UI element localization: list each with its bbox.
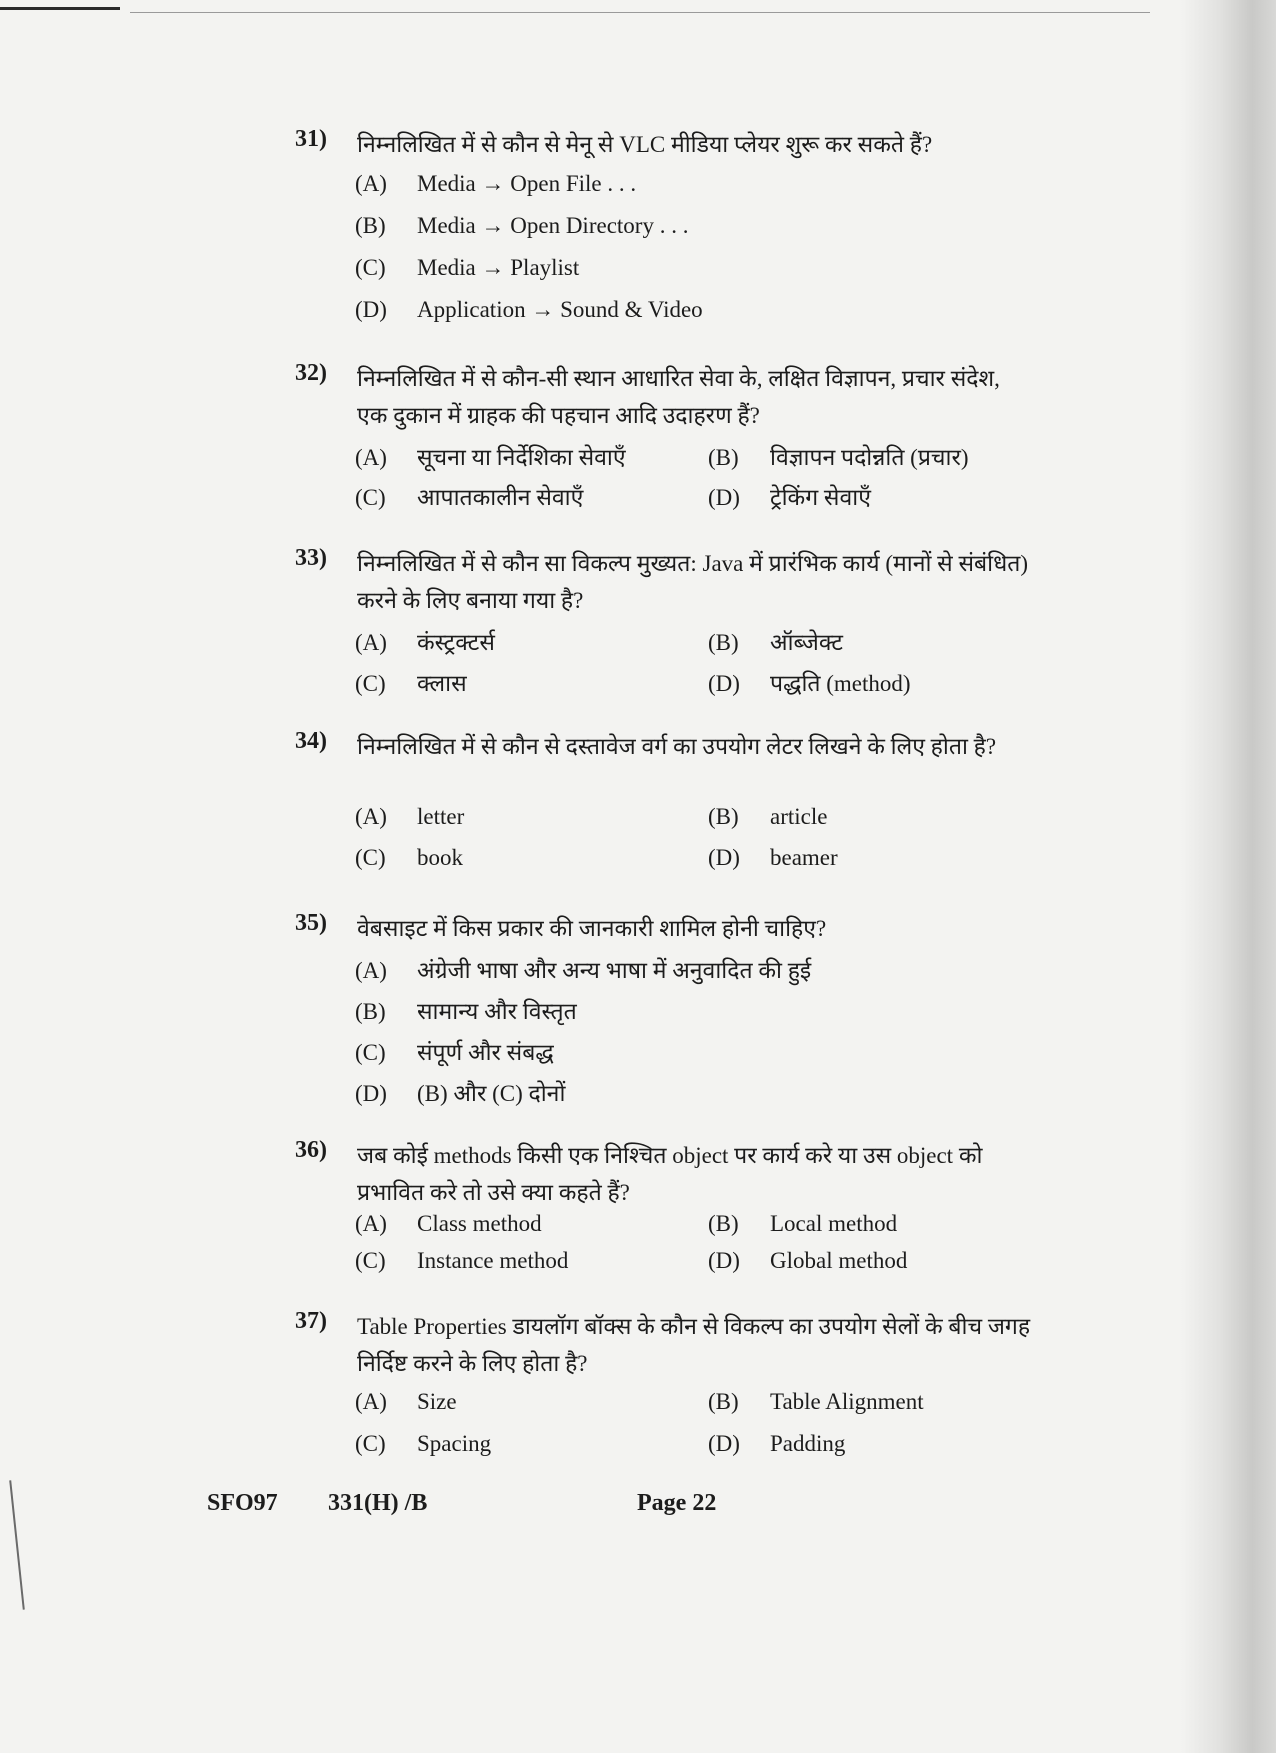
option-b: (B) article: [708, 804, 828, 829]
option-c: (C) book: [355, 845, 463, 870]
question-33: [295, 545, 1035, 619]
question-number: 36): [295, 1137, 327, 1163]
option-c: (C) आपातकालीन सेवाएँ: [355, 485, 584, 510]
top-line: [130, 12, 1150, 13]
option-d: (D) Global method: [708, 1248, 908, 1273]
question-text: निम्नलिखित में से कौन सा विकल्प मुख्यत: Java में प्रारंभिक कार्य (मानों से संबंधित) करने के लिए बनाया गया है?: [357, 551, 1029, 613]
question-32: [295, 360, 1035, 434]
option-b: (B) Media → Open Directory . . .: [355, 213, 689, 238]
option-b: (B) विज्ञापन पदोन्नति (प्रचार): [708, 445, 969, 470]
question-text: निम्नलिखित में से कौन-सी स्थान आधारित सेवा के, लक्षित विज्ञापन, प्रचार संदेश, एक दुकान में ग्राहक की पहचान आदि उदाहरण हैं?: [357, 366, 1000, 428]
option-d: (D) Application → Sound & Video: [355, 297, 703, 322]
question-number: 34): [295, 728, 327, 754]
option-a: (A) Size: [355, 1389, 457, 1414]
option-d: (D) Padding: [708, 1431, 846, 1456]
question-number: 37): [295, 1308, 327, 1334]
question-text: निम्नलिखित में से कौन से दस्तावेज वर्ग का उपयोग लेटर लिखने के लिए होता है?: [357, 734, 997, 759]
option-d: (D) पद्धति (method): [708, 671, 911, 696]
option-c: (C) Spacing: [355, 1431, 492, 1456]
page-edge-shadow: [1181, 0, 1276, 1753]
question-text: Table Properties डायलॉग बॉक्स के कौन से विकल्प का उपयोग सेलों के बीच जगह निर्दिष्ट करने के लिए होता है?: [357, 1314, 1031, 1376]
option-b: (B) Local method: [708, 1211, 898, 1236]
question-number: 35): [295, 910, 327, 936]
option-b: (B) सामान्य और विस्तृत: [355, 999, 577, 1024]
question-text: वेबसाइट में किस प्रकार की जानकारी शामिल होनी चाहिए?: [357, 916, 827, 941]
option-a: (A) Class method: [355, 1211, 542, 1236]
scan-mark: [9, 1480, 25, 1609]
question-number: 31): [295, 126, 327, 152]
option-b: (B) ऑब्जेक्ट: [708, 630, 843, 655]
option-a: (A) letter: [355, 804, 465, 829]
footer-code: SFO97: [207, 1490, 278, 1516]
option-c: (C) Media → Playlist: [355, 255, 580, 280]
option-a: (A) अंग्रेजी भाषा और अन्य भाषा में अनुवादित की हुई: [355, 958, 812, 983]
option-c: (C) संपूर्ण और संबद्ध: [355, 1040, 554, 1065]
option-a: (A) Media → Open File . . .: [355, 171, 637, 196]
option-d: (D) ट्रेकिंग सेवाएँ: [708, 485, 871, 510]
option-c: (C) क्लास: [355, 671, 467, 696]
question-31: [295, 126, 1035, 163]
option-c: (C) Instance method: [355, 1248, 569, 1273]
footer-paper: 331(H) /B: [328, 1490, 428, 1516]
question-35: [295, 910, 1035, 947]
question-text: जब कोई methods किसी एक निश्चित object पर कार्य करे या उस object को प्रभावित करे तो उसे क्या कहते हैं?: [357, 1143, 983, 1205]
question-number: 32): [295, 360, 327, 386]
footer-page: Page 22: [637, 1490, 717, 1516]
question-37: [295, 1308, 1035, 1382]
option-d: (D) beamer: [708, 845, 838, 870]
question-36: [295, 1137, 1035, 1211]
option-a: (A) कंस्ट्रक्टर्स: [355, 630, 495, 655]
option-b: (B) Table Alignment: [708, 1389, 924, 1414]
question-number: 33): [295, 545, 327, 571]
question-text: निम्नलिखित में से कौन से मेनू से VLC मीडिया प्लेयर शुरू कर सकते हैं?: [357, 132, 933, 157]
option-a: (A) सूचना या निर्देशिका सेवाएँ: [355, 445, 626, 470]
top-rule: [0, 7, 120, 10]
question-34: [295, 728, 1035, 765]
option-d: (D) (B) और (C) दोनों: [355, 1081, 566, 1106]
